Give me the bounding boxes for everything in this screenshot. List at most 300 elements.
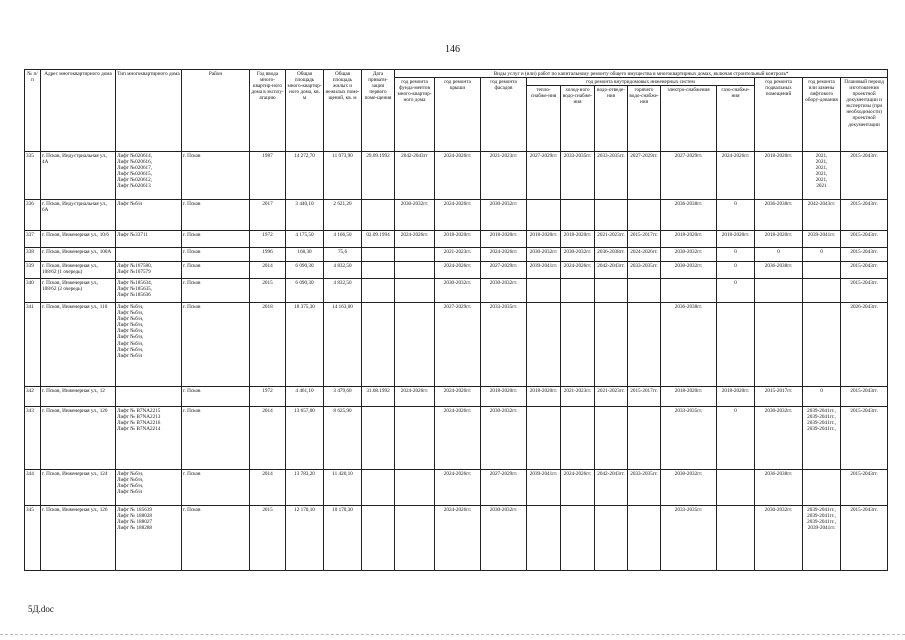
cell-line: 2039-2041гг., bbox=[807, 519, 836, 525]
cell-address: г. Псков, Инженерная ул., 10/6 bbox=[41, 231, 116, 248]
cell-hot bbox=[628, 303, 661, 387]
cell-lifts bbox=[116, 231, 182, 248]
cell-basement: 0 bbox=[755, 248, 803, 262]
cell-lifts bbox=[116, 506, 182, 571]
cell-heat bbox=[527, 303, 561, 387]
cell-roof: 2030-2032гг. bbox=[435, 279, 481, 303]
cell-planned: 2015-2043гг. bbox=[841, 231, 888, 248]
cell-line: 2021, bbox=[815, 165, 828, 171]
cell-district: г. Псков bbox=[182, 200, 250, 231]
cell-lift bbox=[803, 470, 841, 506]
cell-foundation bbox=[395, 470, 435, 506]
cell-gas: 0 bbox=[717, 279, 755, 303]
header-electric: электро-снабжения bbox=[661, 86, 717, 152]
cell-lift bbox=[803, 152, 841, 200]
cell-line: 2042-2043гг. bbox=[807, 200, 836, 207]
header-total-area: Общая площадь много-квартир-ного дома, кв. м bbox=[286, 70, 324, 152]
header-foundation: год ремонта фунда-ментов много-квартир-ного дома bbox=[395, 78, 435, 152]
cell-lift bbox=[803, 506, 841, 571]
table-row bbox=[25, 248, 888, 262]
cell-address: г. Псков, Индустриальная ул., 6А bbox=[41, 200, 116, 231]
cell-line: Лифт №167580, bbox=[117, 262, 153, 269]
cell-electric bbox=[661, 279, 717, 303]
cell-cold bbox=[561, 506, 595, 571]
cell-gas bbox=[717, 506, 755, 571]
cell-line: Лифт №б/н, bbox=[117, 334, 144, 341]
cell-living: 75,6 bbox=[324, 248, 362, 262]
cell-line: 2021 bbox=[816, 183, 827, 190]
cell-line: 0 bbox=[820, 387, 823, 394]
cell-foundation bbox=[395, 262, 435, 279]
cell-district: г. Псков bbox=[182, 262, 250, 279]
header-roof: год ремонта крыши bbox=[435, 78, 481, 152]
cell-hot bbox=[628, 407, 661, 470]
cell-year: 1972 bbox=[250, 231, 286, 248]
cell-year: 2015 bbox=[250, 279, 286, 303]
cell-heat bbox=[527, 407, 561, 470]
cell-gas: 2018-2020гг. bbox=[717, 387, 755, 407]
cell-line: Лифт № В7NA2213 bbox=[117, 413, 161, 420]
cell-cold: 2024-2026гг. bbox=[561, 262, 595, 279]
header-living-area: Общая площадь жилых и нежилых поме-щений, кв. м bbox=[324, 70, 362, 152]
cell-lifts bbox=[116, 200, 182, 231]
cell-district: г. Псков bbox=[182, 231, 250, 248]
cell-line: 2021, bbox=[815, 152, 828, 159]
table-row bbox=[25, 279, 888, 303]
cell-priv bbox=[362, 248, 395, 262]
cell-basement: 2018-2020гг. bbox=[755, 152, 803, 200]
cell-line: Лифт №б/н, bbox=[117, 346, 144, 353]
table-row bbox=[25, 387, 888, 407]
cell-lifts bbox=[116, 279, 182, 303]
cell-hot bbox=[628, 506, 661, 571]
cell-facade: 2018-2020гг. bbox=[481, 387, 527, 407]
cell-line: 2039-2041гг., bbox=[807, 420, 836, 426]
cell-electric: 2033-2035гг. bbox=[661, 407, 717, 470]
cell-line: 2039-2041гг. bbox=[807, 525, 836, 532]
cell-living: 8 625,90 bbox=[324, 407, 362, 470]
cell-priv: 29.09.1992 bbox=[362, 152, 395, 200]
header-sewer: водо-отведе-ния bbox=[595, 86, 628, 152]
cell-line: Лифт №б/н bbox=[117, 200, 143, 207]
cell-line: Лифт №б/н, bbox=[117, 316, 144, 322]
cell-year: 1996 bbox=[250, 248, 286, 262]
cell-no: 335 bbox=[25, 152, 41, 200]
cell-planned: 2015-2043гг. bbox=[841, 200, 888, 231]
cell-cold: 2024-2026гг. bbox=[561, 470, 595, 506]
cell-line: Лифт №185635, bbox=[117, 285, 153, 292]
cell-electric: 2018-2020гг. bbox=[661, 387, 717, 407]
cell-planned: 2015-2043гг. bbox=[841, 387, 888, 407]
header-lift: год ремонта или замены лифтового обору-дования bbox=[803, 78, 841, 152]
cell-line: Лифт №б/н, bbox=[117, 476, 144, 483]
capital-repair-table bbox=[24, 69, 888, 571]
cell-heat: 2039-2041гг. bbox=[527, 470, 561, 506]
cell-line: Лифт №33711 bbox=[117, 231, 148, 238]
cell-line: Лифт № 188288 bbox=[117, 525, 153, 532]
cell-address: г. Псков, Инженерная ул., 12 bbox=[41, 387, 116, 407]
cell-total: 18 375,30 bbox=[286, 303, 324, 387]
cell-gas: 2018-2020гг. bbox=[717, 231, 755, 248]
cell-line: Лифт №б/н, bbox=[117, 340, 144, 347]
cell-cold bbox=[561, 200, 595, 231]
cell-roof: 2024-2026гг. bbox=[435, 407, 481, 470]
cell-lifts bbox=[116, 248, 182, 262]
cell-sewer: 2042-2043гг. bbox=[595, 262, 628, 279]
header-gas: газо-снабже-ния bbox=[717, 86, 755, 152]
cell-total: 14 272,70 bbox=[286, 152, 324, 200]
cell-living: 10 170,30 bbox=[324, 506, 362, 571]
cell-lift bbox=[803, 262, 841, 279]
cell-electric: 2036-2038гг. bbox=[661, 200, 717, 231]
cell-total: 13 783,20 bbox=[286, 470, 324, 506]
cell-line: Лифт №185634, bbox=[117, 279, 153, 286]
cell-hot: 2015-2017гг. bbox=[628, 387, 661, 407]
cell-living: 11 420,10 bbox=[324, 470, 362, 506]
cell-priv bbox=[362, 407, 395, 470]
table-body bbox=[25, 152, 888, 571]
header-year-built: Год ввода много-квартир-ного дома в эксплу-атацию bbox=[250, 70, 286, 152]
table-row bbox=[25, 231, 888, 248]
cell-planned: 2015-2043гг. bbox=[841, 470, 888, 506]
cell-roof: 2024-2026гг. bbox=[435, 387, 481, 407]
cell-basement: 2030-2032гг. bbox=[755, 407, 803, 470]
cell-total: 6 090,30 bbox=[286, 262, 324, 279]
cell-hot bbox=[628, 279, 661, 303]
cell-roof: 2024-2026гг. bbox=[435, 200, 481, 231]
cell-year: 2015 bbox=[250, 506, 286, 571]
cell-total: 4 175,50 bbox=[286, 231, 324, 248]
cell-address: г. Псков, Инженерная ул., 120 bbox=[41, 407, 116, 470]
cell-gas bbox=[717, 470, 755, 506]
cell-line: Лифт №б/н, bbox=[117, 309, 144, 316]
cell-basement bbox=[755, 303, 803, 387]
cell-priv: 02.09.1994 bbox=[362, 231, 395, 248]
header-privatization: Дата привати-зации первого поме-щения bbox=[362, 70, 395, 152]
cell-priv bbox=[362, 279, 395, 303]
cell-line: Лифт № 188027 bbox=[117, 519, 153, 525]
cell-living: 11 073,90 bbox=[324, 152, 362, 200]
cell-gas: 0 bbox=[717, 248, 755, 262]
cell-heat: 2018-2020гг. bbox=[527, 231, 561, 248]
cell-lifts bbox=[116, 387, 182, 407]
cell-no: 344 bbox=[25, 470, 41, 506]
cell-basement: 2036-2038гг. bbox=[755, 200, 803, 231]
cell-planned: 2026-2043гг. bbox=[841, 303, 888, 387]
cell-foundation bbox=[395, 248, 435, 262]
cell-cold: 2018-2020гг. bbox=[561, 231, 595, 248]
cell-cold: 2021-2023гг. bbox=[561, 387, 595, 407]
cell-living: 4 166,50 bbox=[324, 231, 362, 248]
cell-total: 12 170,10 bbox=[286, 506, 324, 571]
cell-hot: 2024-2026гг. bbox=[628, 248, 661, 262]
cell-sewer: 2042-2043гг. bbox=[595, 470, 628, 506]
cell-facade: 2021-2023гг. bbox=[481, 152, 527, 200]
cell-facade: 2030-2032гг. bbox=[481, 506, 527, 571]
cell-lift bbox=[803, 231, 841, 248]
cell-basement: 2015-2017гг. bbox=[755, 387, 803, 407]
cell-line: Лифт №б/н, bbox=[117, 322, 144, 329]
cell-heat: 2018-2020гг. bbox=[527, 387, 561, 407]
header-elevator-type: Тип многоквартирного дома bbox=[116, 70, 182, 152]
cell-no: 338 bbox=[25, 248, 41, 262]
cell-electric: 2030-2032гг. bbox=[661, 248, 717, 262]
cell-heat: 2039-2041гг. bbox=[527, 262, 561, 279]
cell-district: г. Псков bbox=[182, 387, 250, 407]
cell-district: г. Псков bbox=[182, 303, 250, 387]
cell-district: г. Псков bbox=[182, 279, 250, 303]
cell-heat: 2030-2032гг. bbox=[527, 248, 561, 262]
cell-electric: 2030-2032гг. bbox=[661, 470, 717, 506]
cell-roof: 2021-2023гг. bbox=[435, 248, 481, 262]
cell-gas: 2024-2026гг. bbox=[717, 152, 755, 200]
cell-line: 2021, bbox=[815, 177, 828, 184]
table-header bbox=[25, 70, 888, 152]
cell-line: 2039-2041гг., bbox=[807, 407, 836, 414]
cell-line: Лифт №020617, bbox=[117, 165, 153, 171]
cell-no: 336 bbox=[25, 200, 41, 231]
cell-sewer bbox=[595, 303, 628, 387]
header-systems-group: год ремонта внутридомовых инженерных систем bbox=[527, 78, 755, 86]
cell-line: 2039-2041гг., bbox=[807, 426, 836, 433]
cell-electric: 2033-2035гг. bbox=[661, 506, 717, 571]
cell-lift bbox=[803, 303, 841, 387]
cell-address: г. Псков, Инженерная ул., 100А bbox=[41, 248, 116, 262]
cell-line: Лифт №б/н, bbox=[117, 483, 144, 489]
cell-line: Лифт №020612, bbox=[117, 177, 153, 184]
file-name-footer: 5Д.doc bbox=[28, 604, 54, 614]
table-row bbox=[25, 262, 888, 279]
table-row bbox=[25, 506, 888, 571]
cell-year: 2014 bbox=[250, 262, 286, 279]
header-address: Адрес многоквартирного дома bbox=[41, 70, 116, 152]
cell-year: 2017 bbox=[250, 200, 286, 231]
cell-basement: 2036-2038гг. bbox=[755, 262, 803, 279]
cell-lift bbox=[803, 279, 841, 303]
cell-foundation bbox=[395, 279, 435, 303]
cell-district: г. Псков bbox=[182, 506, 250, 571]
cell-no: 341 bbox=[25, 303, 41, 387]
cell-electric: 2036-2038гг. bbox=[661, 303, 717, 387]
scan-edge-divider bbox=[0, 634, 905, 635]
cell-year: 2018 bbox=[250, 303, 286, 387]
cell-planned: 2015-2043гг. bbox=[841, 279, 888, 303]
cell-lift bbox=[803, 407, 841, 470]
cell-electric: 2018-2020гг. bbox=[661, 231, 717, 248]
cell-roof: 2018-2020гг. bbox=[435, 231, 481, 248]
cell-year: 2014 bbox=[250, 470, 286, 506]
cell-total: 13 657,00 bbox=[286, 407, 324, 470]
capital-repair-table-sheet bbox=[24, 69, 886, 571]
cell-basement: 2036-2038гг. bbox=[755, 470, 803, 506]
cell-planned: 2015-2043гг. bbox=[841, 407, 888, 470]
cell-facade: 2018-2020гг. bbox=[481, 231, 527, 248]
cell-district: г. Псков bbox=[182, 248, 250, 262]
cell-address: г. Псков, Инженерная ул., 108/62 (2 очередь) bbox=[41, 279, 116, 303]
cell-address: г. Псков, Инженерная ул., 124 bbox=[41, 470, 116, 506]
cell-planned: 2015-2043гг. bbox=[841, 262, 888, 279]
cell-line: Лифт № 188028 bbox=[117, 512, 153, 519]
cell-line: Лифт №020613 bbox=[117, 183, 151, 190]
cell-no: 343 bbox=[25, 407, 41, 470]
header-heat: тепло-снабже-ния bbox=[527, 86, 561, 152]
cell-line: 2039-2041гг., bbox=[807, 506, 836, 513]
header-planned: Плановый период изготовления проектной документации и экспертизы (при необходимости) проектной документации bbox=[841, 78, 888, 152]
cell-priv: 31.08.1992 bbox=[362, 387, 395, 407]
cell-line: Лифт №б/н, bbox=[117, 303, 144, 310]
page-number: 146 bbox=[445, 44, 460, 55]
cell-cold: 2033-2035гг. bbox=[561, 152, 595, 200]
cell-sewer: 2033-2035гг. bbox=[595, 152, 628, 200]
cell-basement bbox=[755, 279, 803, 303]
cell-sewer bbox=[595, 407, 628, 470]
cell-line: Лифт №167579 bbox=[117, 268, 151, 275]
cell-cold bbox=[561, 303, 595, 387]
cell-lifts bbox=[116, 407, 182, 470]
cell-gas: 0 bbox=[717, 262, 755, 279]
cell-hot bbox=[628, 200, 661, 231]
cell-foundation bbox=[395, 506, 435, 571]
cell-hot: 2015-2017гг. bbox=[628, 231, 661, 248]
cell-roof: 2027-2029гг. bbox=[435, 303, 481, 387]
cell-sewer: 2021-2023гг. bbox=[595, 231, 628, 248]
cell-no: 340 bbox=[25, 279, 41, 303]
cell-gas: 0 bbox=[717, 200, 755, 231]
cell-living: 2 621,20 bbox=[324, 200, 362, 231]
cell-cold bbox=[561, 407, 595, 470]
cell-line: 2039-2041гг. bbox=[807, 231, 836, 238]
cell-address: г. Псков, Инженерная ул., 126 bbox=[41, 506, 116, 571]
cell-foundation: 2024-2026гг. bbox=[395, 231, 435, 248]
header-basement: год ремонта подвальных помещений bbox=[755, 78, 803, 152]
cell-facade: 2027-2029гг. bbox=[481, 470, 527, 506]
cell-cold: 2030-2032гг. bbox=[561, 248, 595, 262]
header-no: № п/п bbox=[25, 70, 41, 152]
cell-planned: 2015-2043гг. bbox=[841, 506, 888, 571]
cell-heat: 2027-2029гг. bbox=[527, 152, 561, 200]
cell-line: Лифт № 185639 bbox=[117, 506, 153, 513]
cell-hot: 2033-2035гг. bbox=[628, 470, 661, 506]
header-facade: год ремонта фасадов bbox=[481, 78, 527, 152]
cell-address: г. Псков, Инженерная ул., 108/62 (1 очередь) bbox=[41, 262, 116, 279]
cell-lift bbox=[803, 200, 841, 231]
table-row bbox=[25, 470, 888, 506]
cell-planned: 2015-2043гг. bbox=[841, 248, 888, 262]
table-row bbox=[25, 303, 888, 387]
cell-line: Лифт №б/н, bbox=[117, 328, 144, 335]
cell-priv bbox=[362, 303, 395, 387]
cell-foundation: 2042-2043гг bbox=[395, 152, 435, 200]
cell-line: Лифт №б/н bbox=[117, 352, 143, 359]
cell-hot: 2027-2029гг. bbox=[628, 152, 661, 200]
cell-planned: 2015-2043гг. bbox=[841, 152, 888, 200]
cell-foundation bbox=[395, 303, 435, 387]
cell-line: 0 bbox=[820, 248, 823, 255]
cell-priv bbox=[362, 262, 395, 279]
cell-facade: 2030-2032гг. bbox=[481, 200, 527, 231]
cell-line: 2039-2041гг., bbox=[807, 413, 836, 420]
cell-foundation: 2024-2026гг. bbox=[395, 387, 435, 407]
cell-total: 168,30 bbox=[286, 248, 324, 262]
cell-sewer: 2021-2023гг. bbox=[595, 387, 628, 407]
cell-gas: 0 bbox=[717, 407, 755, 470]
table-row bbox=[25, 200, 888, 231]
cell-lifts bbox=[116, 152, 182, 200]
cell-total: 6 090,30 bbox=[286, 279, 324, 303]
cell-living: 4 832,50 bbox=[324, 279, 362, 303]
header-cold-water: холод-ного водо-снабже-ния bbox=[561, 86, 595, 152]
cell-facade: 2027-2029гг. bbox=[481, 262, 527, 279]
cell-lifts bbox=[116, 262, 182, 279]
cell-roof: 2024-2026гг. bbox=[435, 470, 481, 506]
cell-living: 14 163,00 bbox=[324, 303, 362, 387]
cell-year: 1972 bbox=[250, 387, 286, 407]
cell-heat bbox=[527, 200, 561, 231]
cell-lift bbox=[803, 248, 841, 262]
cell-no: 337 bbox=[25, 231, 41, 248]
cell-lift bbox=[803, 387, 841, 407]
cell-total: 4 461,10 bbox=[286, 387, 324, 407]
cell-district: г. Псков bbox=[182, 407, 250, 470]
header-works-group: Виды услуг и (или) работ по капитальному ремонту общего имущества в многоквартирных домах, включая строительный контроль* bbox=[395, 70, 888, 78]
cell-sewer bbox=[595, 506, 628, 571]
cell-hot: 2033-2035гг. bbox=[628, 262, 661, 279]
cell-facade: 2033-2035гг. bbox=[481, 303, 527, 387]
cell-line: 2021, bbox=[815, 158, 828, 165]
cell-no: 345 bbox=[25, 506, 41, 571]
cell-district: г. Псков bbox=[182, 470, 250, 506]
cell-line: 2039-2041гг., bbox=[807, 512, 836, 519]
cell-heat bbox=[527, 506, 561, 571]
cell-sewer bbox=[595, 279, 628, 303]
header-hot-water: горячего водо-снабже-ния bbox=[628, 86, 661, 152]
cell-address: г. Псков, Индустриальная ул., 4А bbox=[41, 152, 116, 200]
cell-year: 2014 bbox=[250, 407, 286, 470]
cell-address: г. Псков, Инженерная ул., 110 bbox=[41, 303, 116, 387]
cell-total: 3 440,10 bbox=[286, 200, 324, 231]
cell-no: 339 bbox=[25, 262, 41, 279]
table-row bbox=[25, 152, 888, 200]
cell-facade: 2030-2032гг. bbox=[481, 407, 527, 470]
cell-priv bbox=[362, 470, 395, 506]
cell-basement: 2018-2020гг. bbox=[755, 231, 803, 248]
cell-roof: 2024-2026гг. bbox=[435, 506, 481, 571]
header-district: Район bbox=[182, 70, 250, 152]
cell-line: Лифт № В7NA2215 bbox=[117, 407, 161, 414]
cell-district: г. Псков bbox=[182, 152, 250, 200]
cell-living: 3 479,60 bbox=[324, 387, 362, 407]
cell-no: 342 bbox=[25, 387, 41, 407]
cell-priv bbox=[362, 200, 395, 231]
cell-lifts bbox=[116, 470, 182, 506]
cell-line: Лифт № В7NA2216 bbox=[117, 420, 161, 426]
cell-sewer: 2036-2038гг. bbox=[595, 248, 628, 262]
cell-facade: 2030-2032гг. bbox=[481, 279, 527, 303]
cell-heat bbox=[527, 279, 561, 303]
cell-line: Лифт №б/н bbox=[117, 489, 143, 496]
cell-line: Лифт №б/н, bbox=[117, 470, 144, 477]
cell-foundation: 2030-2032гг. bbox=[395, 200, 435, 231]
cell-line: Лифт №020614, bbox=[117, 152, 153, 159]
table-row bbox=[25, 407, 888, 470]
cell-line: Лифт №020615, bbox=[117, 171, 153, 178]
cell-line: Лифт №020616, bbox=[117, 158, 153, 165]
cell-living: 4 832,50 bbox=[324, 262, 362, 279]
cell-electric: 2027-2029гг. bbox=[661, 152, 717, 200]
cell-basement: 2030-2032гг. bbox=[755, 506, 803, 571]
cell-line: Лифт №185636 bbox=[117, 292, 151, 298]
cell-facade: 2024-2026гг. bbox=[481, 248, 527, 262]
